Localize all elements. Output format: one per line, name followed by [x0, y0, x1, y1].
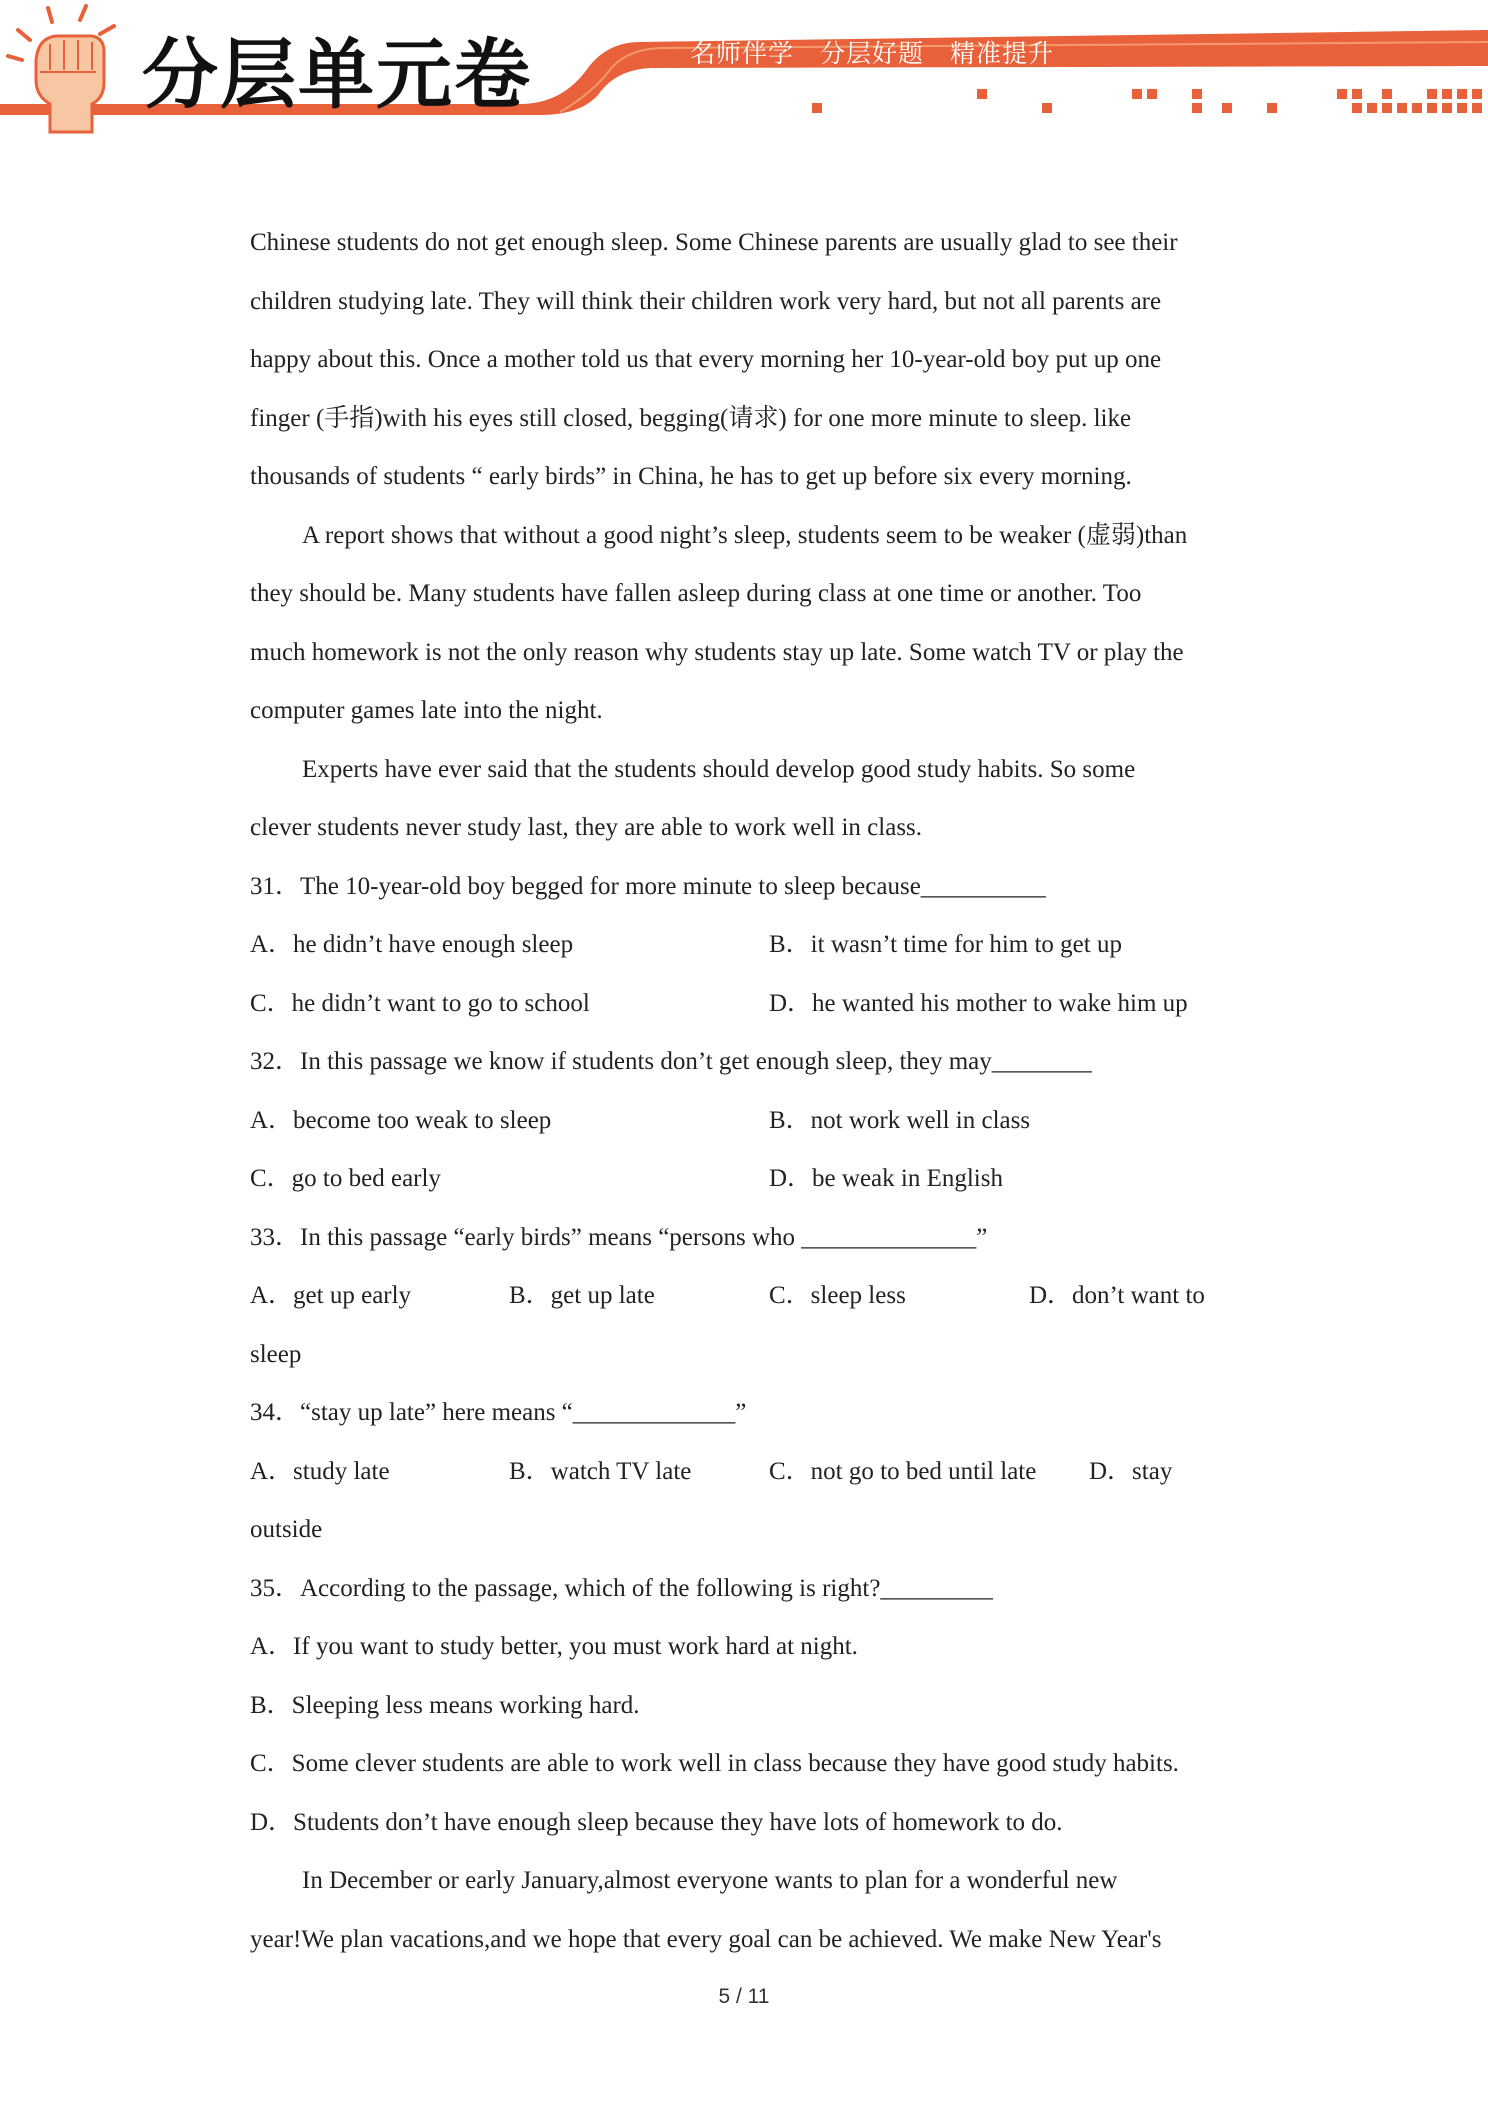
fist-logo-icon	[0, 0, 130, 140]
option-b: B．it wasn’t time for him to get up	[769, 931, 1122, 958]
option-b: B．get up late	[509, 1282, 655, 1309]
passage-line: A report shows that without a good night’s sleep, students seem to be weaker (虚弱)than	[302, 521, 1188, 549]
passage-line: much homework is not the only reason why students stay up late. Some watch TV or play the	[250, 638, 1184, 666]
passage-line: clever students never study last, they are able to work well in class.	[250, 814, 923, 841]
option-a: A．he didn’t have enough sleep	[250, 931, 574, 958]
option-c: C．sleep less	[769, 1282, 906, 1309]
option-b: B．Sleeping less means working hard.	[250, 1691, 640, 1719]
option-continuation: outside	[250, 1516, 323, 1543]
option-a: A．If you want to study better, you must work hard at night.	[250, 1633, 858, 1660]
option-b: B．watch TV late	[509, 1457, 692, 1485]
option-a: A．become too weak to sleep	[250, 1106, 552, 1134]
passage-line: In December or early January,almost everyone wants to plan for a wonderful new	[302, 1867, 1118, 1894]
question-stem: 31．The 10-year-old boy begged for more minute to sleep because__________	[250, 872, 1046, 900]
option-row	[250, 1275, 1240, 1334]
option-row	[250, 1158, 1240, 1217]
question-stem: 34．“stay up late” here means “_____________”	[250, 1399, 747, 1426]
option-row	[250, 1100, 1240, 1159]
option-a: A．study late	[250, 1457, 390, 1485]
option-row	[250, 924, 1240, 983]
passage-line: children studying late. They will think their children work very hard, but not all parents are	[250, 287, 1162, 315]
option-d: D．don’t want to	[1029, 1282, 1205, 1309]
option-d: D．Students don’t have enough sleep because they have lots of homework to do.	[250, 1808, 1063, 1836]
option-d: D．he wanted his mother to wake him up	[769, 989, 1188, 1017]
option-c: C．he didn’t want to go to school	[250, 989, 590, 1017]
passage-line: thousands of students “ early birds” in China, he has to get up before six every morning.	[250, 463, 1132, 490]
passage-line: Experts have ever said that the students should develop good study habits. So some	[302, 755, 1136, 783]
option-d: D．be weak in English	[769, 1165, 1003, 1192]
option-d: D．stay	[1089, 1457, 1173, 1485]
option-c: C．not go to bed until late	[769, 1457, 1037, 1485]
page-header	[0, 0, 1488, 140]
passage-line: finger (手指)with his eyes still closed, begging(请求) for one more minute to sleep. like	[250, 404, 1132, 432]
question-stem: 32．In this passage we know if students don’t get enough sleep, they may________	[250, 1048, 1092, 1075]
option-row	[250, 983, 1240, 1042]
question-stem: 35．According to the passage, which of the following is right?_________	[250, 1574, 993, 1602]
brand-title: 分层单元卷	[142, 30, 532, 119]
option-b: B．not work well in class	[769, 1106, 1031, 1134]
option-c: C．Some clever students are able to work well in class because they have good study habits.	[250, 1750, 1179, 1777]
header-slogan: 名师伴学 分层好题 精准提升	[690, 39, 1055, 68]
passage-line: computer games late into the night.	[250, 697, 603, 724]
document-body	[250, 222, 1240, 1977]
passage-line: happy about this. Once a mother told us that every morning her 10-year-old boy put up one	[250, 346, 1162, 373]
passage-line: year!We plan vacations,and we hope that every goal can be achieved. We make New Year's	[250, 1925, 1162, 1953]
question-stem: 33．In this passage “early birds” means “persons who ______________”	[250, 1223, 988, 1251]
passage-line: Chinese students do not get enough sleep. Some Chinese parents are usually glad to see their	[250, 229, 1178, 256]
page-number: 5 / 11	[718, 1985, 770, 2008]
option-continuation: sleep	[250, 1340, 302, 1368]
option-c: C．go to bed early	[250, 1165, 441, 1192]
passage-line: they should be. Many students have fallen asleep during class at one time or another. Too	[250, 580, 1142, 607]
option-a: A．get up early	[250, 1282, 412, 1309]
option-row	[250, 1451, 1240, 1510]
